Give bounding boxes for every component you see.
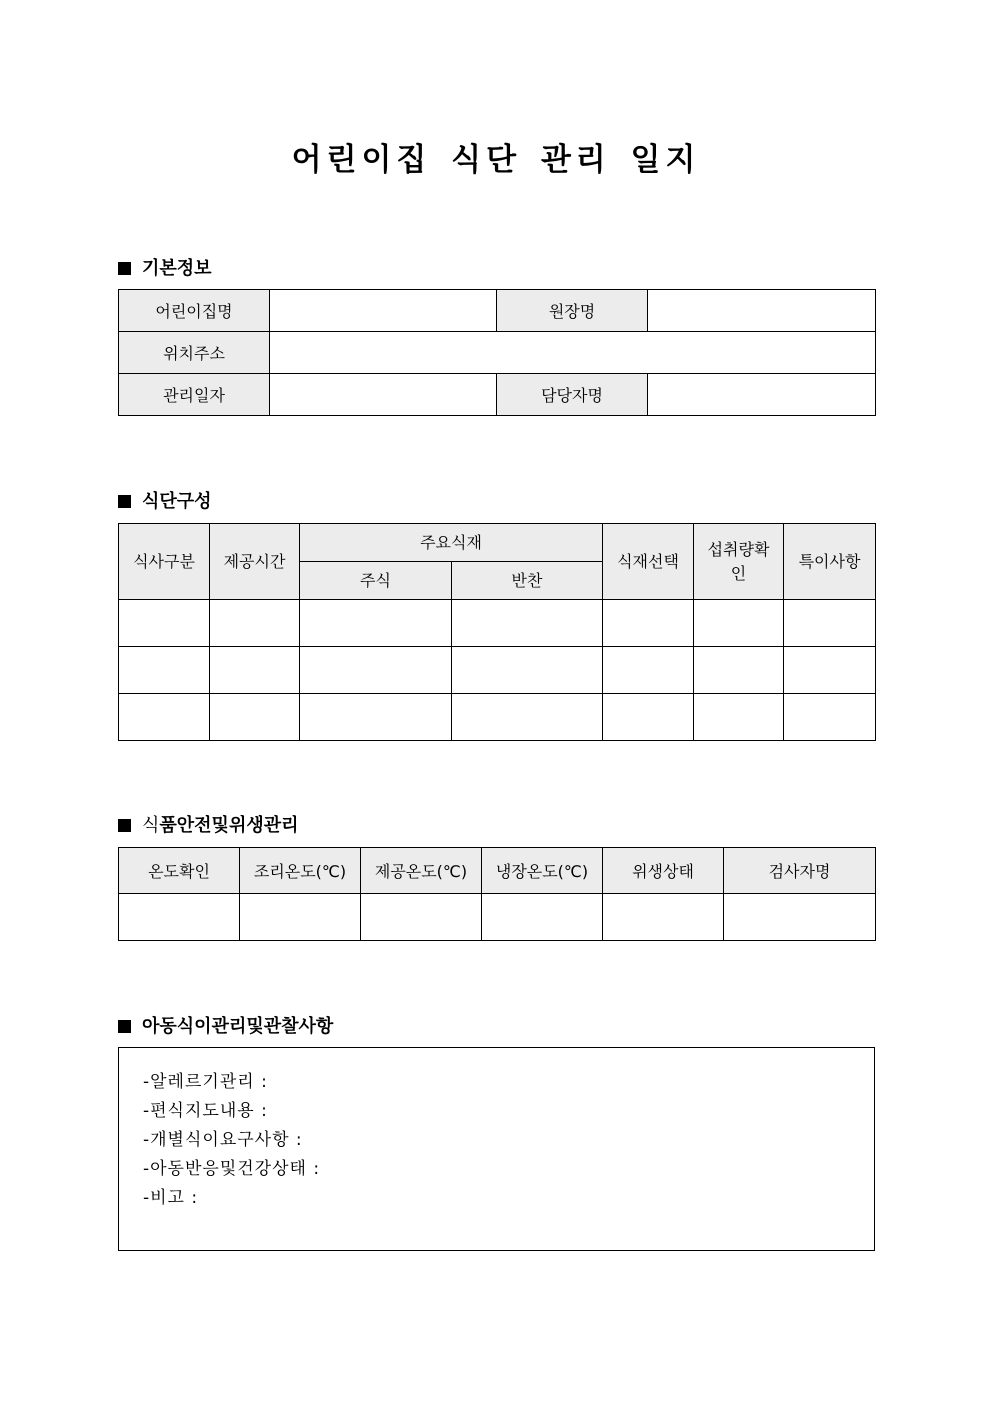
table-cell[interactable] bbox=[119, 894, 240, 941]
table-cell[interactable] bbox=[361, 894, 482, 941]
meal-plan-table bbox=[118, 523, 876, 741]
food-safety-table bbox=[118, 847, 876, 941]
table-cell[interactable] bbox=[694, 600, 784, 647]
table-row bbox=[119, 332, 876, 374]
meal-type-header: 식사구분 bbox=[119, 524, 210, 600]
table-cell[interactable] bbox=[724, 894, 876, 941]
table-row bbox=[119, 694, 876, 741]
table-cell[interactable] bbox=[694, 694, 784, 741]
basic-info-table bbox=[118, 289, 876, 416]
table-cell[interactable] bbox=[603, 694, 694, 741]
individual-diet-item: -개별식이요구사항 : bbox=[143, 1130, 303, 1150]
date-field[interactable] bbox=[270, 374, 497, 416]
square-bullet-icon bbox=[118, 819, 131, 832]
director-name-label: 원장명 bbox=[497, 290, 648, 332]
table-row bbox=[119, 374, 876, 416]
square-bullet-icon bbox=[118, 262, 131, 275]
daycare-name-field[interactable] bbox=[270, 290, 497, 332]
table-cell[interactable] bbox=[119, 647, 210, 694]
table-cell[interactable] bbox=[784, 647, 876, 694]
table-cell[interactable] bbox=[603, 600, 694, 647]
table-header-row bbox=[119, 524, 876, 562]
fridge-temp-header: 냉장온도(℃) bbox=[482, 848, 603, 894]
staple-header: 주식 bbox=[300, 562, 452, 600]
remarks-header: 특이사항 bbox=[784, 524, 876, 600]
side-dish-header: 반찬 bbox=[452, 562, 603, 600]
table-cell[interactable] bbox=[603, 647, 694, 694]
child-meal-heading-text: 아동식이관리및관찰사항 bbox=[142, 1016, 334, 1037]
square-bullet-icon bbox=[118, 1020, 131, 1033]
table-cell[interactable] bbox=[119, 694, 210, 741]
intake-check-header: 섭취량확인 bbox=[694, 524, 784, 600]
table-cell[interactable] bbox=[210, 600, 300, 647]
basic-info-heading bbox=[118, 254, 212, 280]
meal-plan-heading bbox=[118, 487, 212, 513]
table-cell[interactable] bbox=[300, 694, 452, 741]
table-cell[interactable] bbox=[603, 894, 724, 941]
food-safety-heading bbox=[118, 811, 299, 837]
table-cell[interactable] bbox=[482, 894, 603, 941]
director-name-field[interactable] bbox=[648, 290, 876, 332]
manager-name-field[interactable] bbox=[648, 374, 876, 416]
cooking-temp-header: 조리온도(℃) bbox=[240, 848, 361, 894]
food-safety-heading-text: 품안전및위생관리 bbox=[159, 815, 299, 836]
page-title: 어린이집 식단 관리 일지 bbox=[291, 142, 701, 178]
serve-time-header: 제공시간 bbox=[210, 524, 300, 600]
table-cell[interactable] bbox=[694, 647, 784, 694]
ingredient-selection-header: 식재선택 bbox=[603, 524, 694, 600]
table-header-row bbox=[119, 848, 876, 894]
table-cell[interactable] bbox=[452, 647, 603, 694]
table-row bbox=[119, 290, 876, 332]
table-cell[interactable] bbox=[784, 600, 876, 647]
hygiene-status-header: 위생상태 bbox=[603, 848, 724, 894]
observation-list bbox=[119, 1048, 874, 1213]
table-cell[interactable] bbox=[119, 600, 210, 647]
date-label: 관리일자 bbox=[119, 374, 270, 416]
address-field[interactable] bbox=[270, 332, 876, 374]
food-safety-heading-prefix: 식 bbox=[142, 815, 160, 836]
table-row bbox=[119, 600, 876, 647]
square-bullet-icon bbox=[118, 495, 131, 508]
temperature-check-header: 온도확인 bbox=[119, 848, 240, 894]
manager-name-label: 담당자명 bbox=[497, 374, 648, 416]
table-cell[interactable] bbox=[210, 647, 300, 694]
meal-plan-heading-text: 식단구성 bbox=[142, 491, 212, 512]
table-cell[interactable] bbox=[452, 694, 603, 741]
address-label: 위치주소 bbox=[119, 332, 270, 374]
table-cell[interactable] bbox=[452, 600, 603, 647]
table-row bbox=[119, 647, 876, 694]
remarks-item: -비고 : bbox=[143, 1188, 199, 1208]
allergy-management-item: -알레르기관리 : bbox=[143, 1072, 268, 1092]
serving-temp-header: 제공온도(℃) bbox=[361, 848, 482, 894]
basic-info-heading-text: 기본정보 bbox=[142, 258, 212, 279]
observation-notes-box[interactable] bbox=[118, 1047, 875, 1251]
child-response-item: -아동반응및건강상태 : bbox=[143, 1159, 321, 1179]
table-row bbox=[119, 894, 876, 941]
table-cell[interactable] bbox=[784, 694, 876, 741]
inspector-name-header: 검사자명 bbox=[724, 848, 876, 894]
table-cell[interactable] bbox=[300, 600, 452, 647]
picky-eating-item: -편식지도내용 : bbox=[143, 1101, 268, 1121]
child-meal-heading bbox=[118, 1012, 333, 1038]
table-cell[interactable] bbox=[210, 694, 300, 741]
table-cell[interactable] bbox=[300, 647, 452, 694]
daycare-name-label: 어린이집명 bbox=[119, 290, 270, 332]
table-cell[interactable] bbox=[240, 894, 361, 941]
main-ingredients-header: 주요식재 bbox=[300, 524, 603, 562]
